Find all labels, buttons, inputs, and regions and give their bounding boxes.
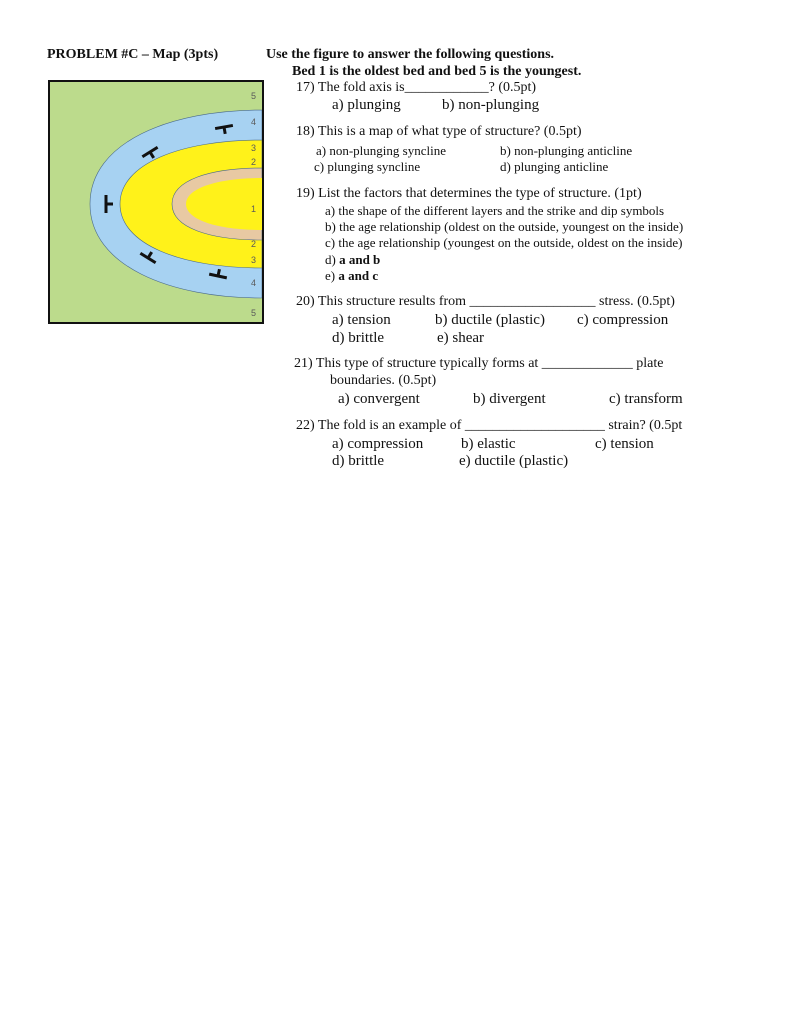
q20-option-c[interactable]: c) compression	[577, 312, 669, 328]
q19-option-b[interactable]: b) the age relationship (oldest on the outside, youngest on the inside)	[325, 219, 684, 234]
q20-option-a[interactable]: a) tension	[332, 312, 391, 328]
q22-option-a[interactable]: a) compression	[332, 436, 424, 452]
q21-stem-line-2: boundaries. (0.5pt)	[330, 373, 437, 388]
q22-option-b[interactable]: b) elastic	[461, 436, 516, 452]
q20-option-b[interactable]: b) ductile (plastic)	[435, 312, 545, 328]
q19-option-d-text: a and b	[339, 252, 381, 267]
bed-label-top-4: 4	[251, 117, 257, 127]
q18-stem: 18) This is a map of what type of structure? (0.5pt)	[296, 124, 582, 139]
bed-label-bottom-5: 5	[251, 308, 257, 318]
q21-option-b[interactable]: b) divergent	[473, 391, 546, 407]
q21-stem: 21) This type of structure typically forms at _____________ plate	[294, 356, 664, 371]
fold-map-svg	[50, 82, 262, 322]
q18-option-d[interactable]: d) plunging anticline	[500, 159, 609, 174]
q22-option-e[interactable]: e) ductile (plastic)	[459, 453, 569, 469]
q17-option-b[interactable]: b) non-plunging	[442, 97, 540, 113]
bed-label-top-3: 3	[251, 143, 257, 153]
q22-stem: 22) The fold is an example of ____________________ strain? (0.5pt	[296, 418, 683, 433]
q19-option-d-prefix: d)	[325, 252, 340, 267]
bed-label-top-5: 5	[251, 91, 257, 101]
q20-option-e[interactable]: e) shear	[437, 330, 485, 346]
q18-option-a[interactable]: a) non-plunging syncline	[316, 143, 446, 158]
bed-label-top-2: 2	[251, 157, 257, 167]
problem-label: PROBLEM #C – Map (3pts)	[47, 47, 219, 62]
q20-stem: 20) This structure results from __________________ stress. (0.5pt)	[296, 294, 675, 309]
instructions-line-1: Use the figure to answer the following questions.	[266, 47, 555, 62]
bed-label-bottom-2: 2	[251, 239, 257, 249]
q19-option-e-text: a and c	[338, 268, 379, 283]
q19-option-c[interactable]: c) the age relationship (youngest on the outside, oldest on the inside)	[325, 235, 683, 250]
bed-label-bottom-4: 4	[251, 278, 257, 288]
q18-option-c[interactable]: c) plunging syncline	[314, 159, 421, 174]
q20-option-d[interactable]: d) brittle	[332, 330, 385, 346]
q19-option-e-prefix: e)	[325, 268, 339, 283]
q18-option-b[interactable]: b) non-plunging anticline	[500, 143, 633, 158]
q19-stem: 19) List the factors that determines the type of structure. (1pt)	[296, 186, 642, 201]
q17-stem: 17) The fold axis is____________? (0.5pt)	[296, 80, 537, 95]
q19-option-e[interactable]	[325, 268, 378, 284]
q22-option-c[interactable]: c) tension	[595, 436, 654, 452]
geologic-map	[48, 80, 264, 324]
q19-option-a[interactable]: a) the shape of the different layers and the strike and dip symbols	[325, 203, 665, 218]
q21-option-a[interactable]: a) convergent	[338, 391, 420, 407]
bed-label-bottom-3: 3	[251, 255, 257, 265]
instructions-line-2: Bed 1 is the oldest bed and bed 5 is the youngest.	[292, 64, 582, 79]
q22-option-d[interactable]: d) brittle	[332, 453, 385, 469]
bed-label-core-1: 1	[251, 204, 257, 214]
q17-option-a[interactable]: a) plunging	[332, 97, 401, 113]
q21-option-c[interactable]: c) transform	[609, 391, 683, 407]
q19-option-d[interactable]	[325, 252, 380, 268]
